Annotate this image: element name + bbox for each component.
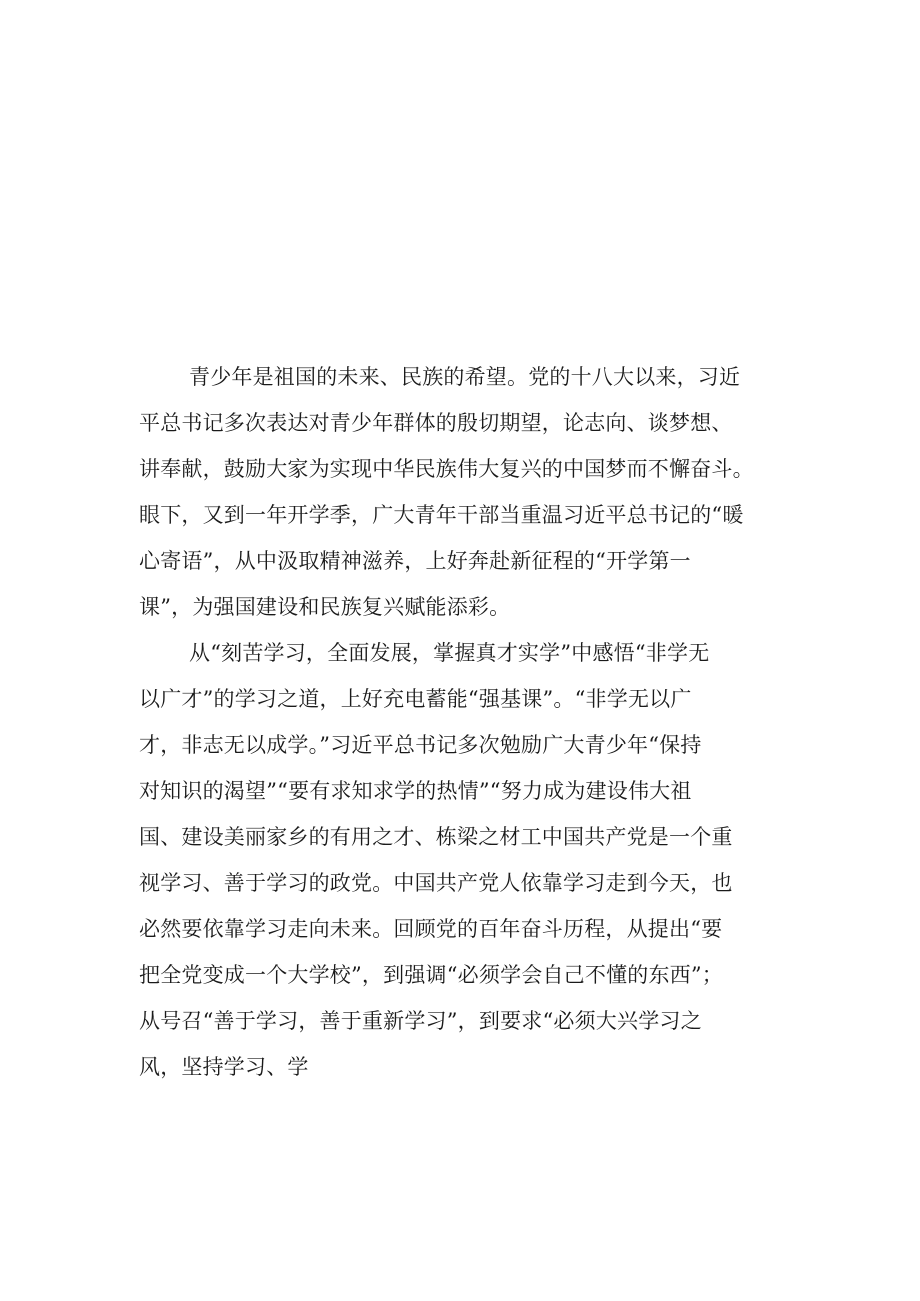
text-line: 把全党变成一个大学校”，到强调“必须学会自己不懂的东西”； bbox=[139, 963, 724, 987]
text-line: 从“刻苦学习，全面发展，掌握真才实学”中感悟“非学无 bbox=[189, 641, 710, 665]
text-line: 才，非志无以成学。”习近平总书记多次勉励广大青少年“保持 bbox=[139, 733, 702, 757]
text-line: 青少年是祖国的未来、民族的希望。党的十八大以来，习近 bbox=[189, 365, 741, 389]
text-line: 国、建设美丽家乡的有用之才、栋梁之材工中国共产党是一个重 bbox=[139, 825, 733, 849]
text-line: 风，坚持学习、学 bbox=[139, 1055, 309, 1079]
text-line: 必然要依靠学习走向未来。回顾党的百年奋斗历程，从提出“要 bbox=[139, 917, 723, 941]
text-line: 从号召“善于学习，善于重新学习”，到要求“必须大兴学习之 bbox=[139, 1009, 702, 1033]
text-line: 视学习、善于学习的政党。中国共产党人依靠学习走到今天，也 bbox=[139, 871, 733, 895]
text-line: 平总书记多次表达对青少年群体的殷切期望，论志向、谈梦想、 bbox=[139, 411, 733, 435]
paragraph-1 bbox=[139, 354, 819, 630]
text-line: 心寄语”，从中汲取精神滋养，上好奔赴新征程的“开学第一 bbox=[139, 549, 691, 573]
text-line: 讲奉献，鼓励大家为实现中华民族伟大复兴的中国梦而不懈奋斗。 bbox=[139, 457, 754, 481]
text-line: 课”，为强国建设和民族复兴赋能添彩。 bbox=[139, 595, 511, 619]
text-line: 以广才”的学习之道，上好充电蓄能“强基课”。“非学无以广 bbox=[139, 687, 692, 711]
paragraph-2 bbox=[139, 630, 819, 1090]
text-line: 眼下，又到一年开学季，广大青年干部当重温习近平总书记的“暖 bbox=[139, 503, 744, 527]
body-text bbox=[139, 354, 819, 1090]
text-line: 对知识的渴望”“要有求知求学的热情”“努力成为建设伟大祖 bbox=[139, 779, 692, 803]
